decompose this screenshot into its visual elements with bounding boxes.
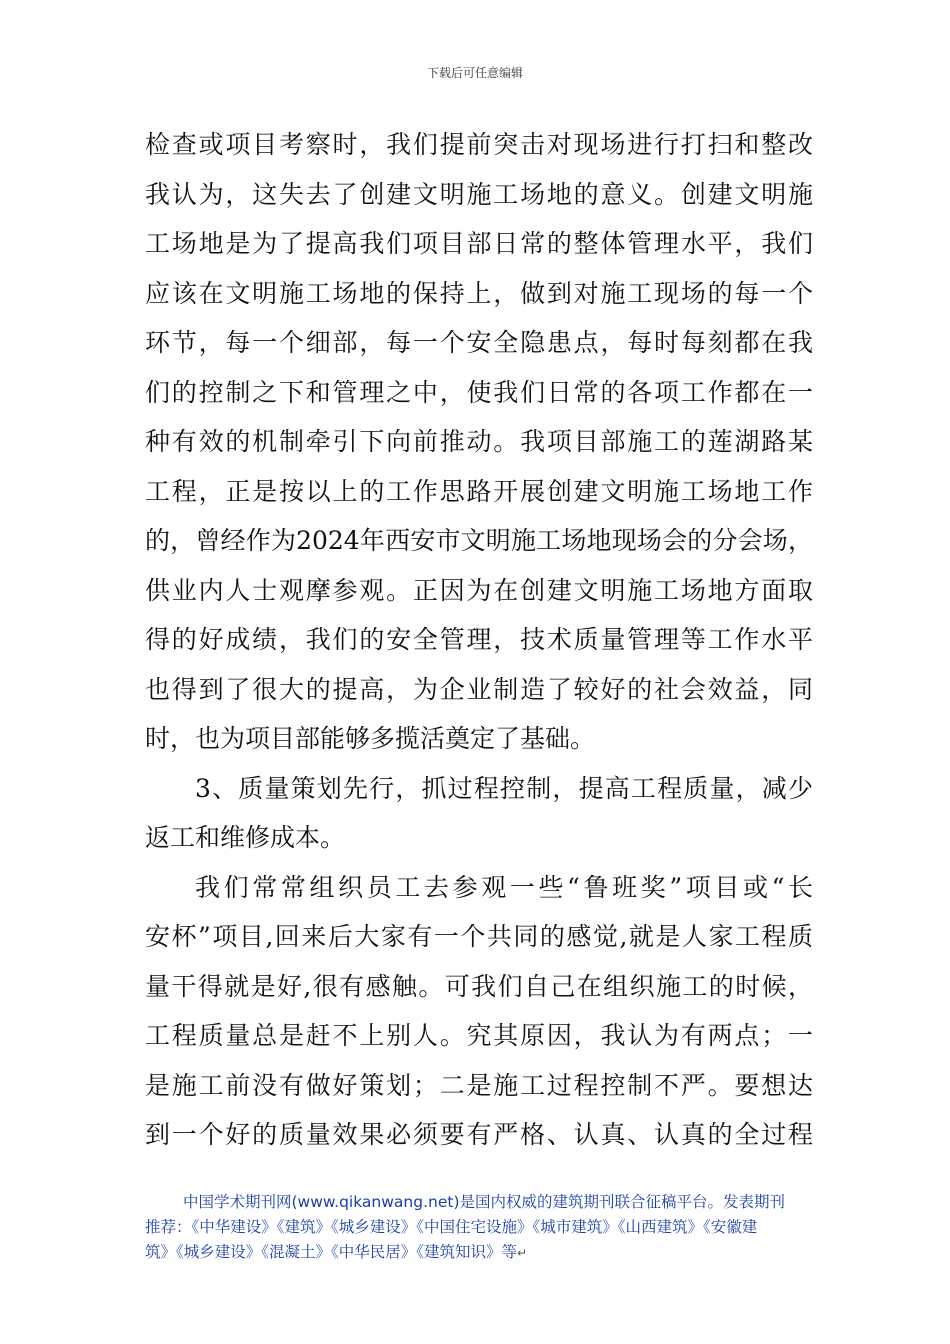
text-line: 应该在文明施工场地的保持上，做到对施工现场的每一个 bbox=[145, 278, 813, 308]
text-line: 工场地是为了提高我们项目部日常的整体管理水平，我们 bbox=[145, 229, 813, 258]
footer-line-3 bbox=[145, 1240, 813, 1266]
paragraph-mark-icon: ↵ bbox=[517, 1246, 528, 1260]
text-line: 供业内人士观摩参观。正因为在创建文明施工场地方面取 bbox=[145, 575, 813, 605]
text-line: 安杯”项目,回来后大家有一个共同的感觉,就是人家工程质 bbox=[145, 922, 813, 951]
text-line: 量干得就是好,很有感触。可我们自己在组织施工的时候， bbox=[145, 971, 813, 1001]
text-line: 工程，正是按以上的工作思路开展创建文明施工场地工作 bbox=[145, 476, 813, 506]
text-line: 种有效的机制牵引下向前推动。我项目部施工的莲湖路某 bbox=[145, 427, 813, 456]
footer-line-2: 推荐：《中华建设》《建筑》《城乡建设》《中国住宅设施》《城市建筑》《山西建筑》《安徽建 bbox=[145, 1218, 758, 1236]
text-line: 时，也为项目部能够多揽活奠定了基础。 bbox=[145, 724, 596, 753]
text-line: 得的好成绩，我们的安全管理，技术质量管理等工作水平 bbox=[145, 625, 813, 654]
text-line: 检查或项目考察时，我们提前突击对现场进行打扫和整改 bbox=[145, 130, 813, 159]
text-line: 也得到了很大的提高，为企业制造了较好的社会效益，同 bbox=[145, 674, 813, 704]
text-line: 是施工前没有做好策划；二是施工过程控制不严。要想达 bbox=[145, 1070, 813, 1100]
text-line: 工程质量总是赶不上别人。究其原因，我认为有两点；一 bbox=[145, 1021, 813, 1050]
text-line: 的，曾经作为2024年西安市文明施工场地现场会的分会场， bbox=[145, 526, 813, 555]
text-line: 3、质量策划先行，抓过程控制，提高工程质量，减少 bbox=[195, 773, 813, 803]
text-line: 们的控制之下和管理之中，使我们日常的各项工作都在一 bbox=[145, 377, 813, 407]
footer-line-3-text: 筑》《城乡建设》《混凝土》《中华民居》《建筑知识》等 bbox=[145, 1243, 518, 1261]
text-line: 环节，每一个细部，每一个安全隐患点，每时每刻都在我 bbox=[145, 328, 813, 357]
text-line: 返工和维修成本。 bbox=[145, 823, 346, 852]
document-body bbox=[145, 120, 813, 1160]
footer-advertisement bbox=[145, 1190, 813, 1266]
text-line: 到一个好的质量效果必须要有严格、认真、认真的全过程 bbox=[145, 1120, 813, 1149]
text-line: 我们常常组织员工去参观一些“鲁班奖”项目或“长 bbox=[195, 872, 813, 902]
footer-line-1: 中国学术期刊网(www.qikanwang.net)是国内权威的建筑期刊联合征稿平台。发表期刊 bbox=[183, 1193, 786, 1211]
text-line: 我认为，这失去了创建文明施工场地的意义。创建文明施 bbox=[145, 179, 813, 209]
page-header-note: 下载后可任意编辑 bbox=[426, 66, 523, 80]
